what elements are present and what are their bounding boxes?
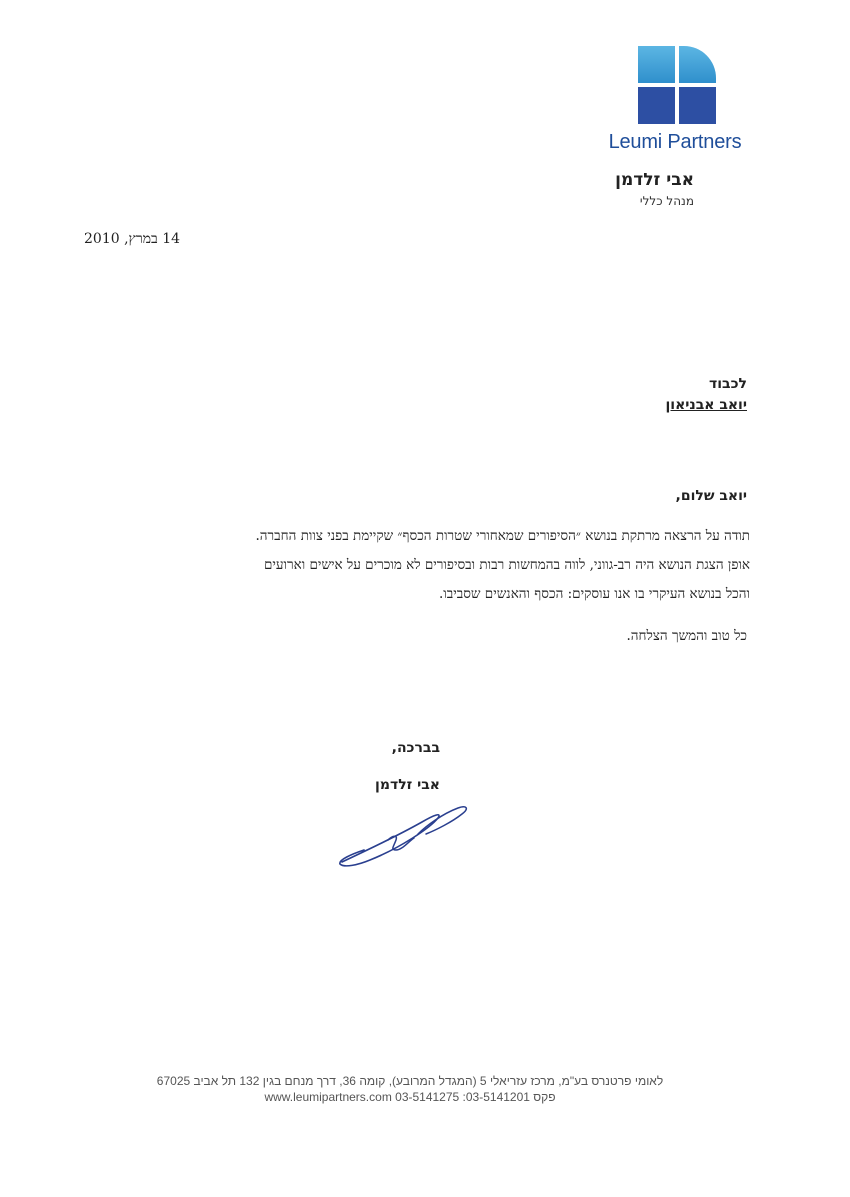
closing-line: כל טוב והמשך הצלחה. (626, 628, 747, 644)
footer-contact: www.leumipartners.com 03-5141275 :פקס 03-5141201 (264, 1090, 556, 1104)
brand-name: Leumi Partners (608, 131, 742, 153)
letter-date: 14 במרץ, 2010 (84, 231, 181, 247)
recipient-label: לכבוד (709, 376, 747, 392)
sender-title: מנהל כללי (639, 194, 694, 208)
greeting: יואב שלום, (675, 488, 747, 504)
footer (130, 1074, 690, 1104)
body-line: והכל בנושא העיקרי בו אנו עוסקים: הכסף והאנשים שסביבו. (438, 586, 750, 602)
regards: בברכה, (391, 740, 440, 756)
signer-name: אבי זלדמן (375, 777, 440, 793)
sender-name: אבי זלדמן (615, 170, 694, 190)
letter-body (90, 522, 750, 609)
body-line: אופן הצגת הנושא היה רב-גווני, לווה בהמחשות רבות ובסיפורים לא מוכרים על אישים וארועים (263, 557, 750, 573)
body-line: תודה על הרצאה מרתקת בנושא ״הסיפורים שמאחורי שטרות הכסף״ שקיימת בפני צוות החברה. (255, 528, 750, 544)
recipient-name: יואב אבניאון (665, 397, 747, 413)
leumi-logo-icon (638, 46, 716, 124)
footer-address: לאומי פרטנרס בע"מ, מרכז עזריאלי 5 (המגדל המרובע), קומה 36, דרך מנחם בגין 132 תל אביב 67025 (156, 1074, 664, 1088)
handwritten-signature-icon (330, 800, 480, 872)
